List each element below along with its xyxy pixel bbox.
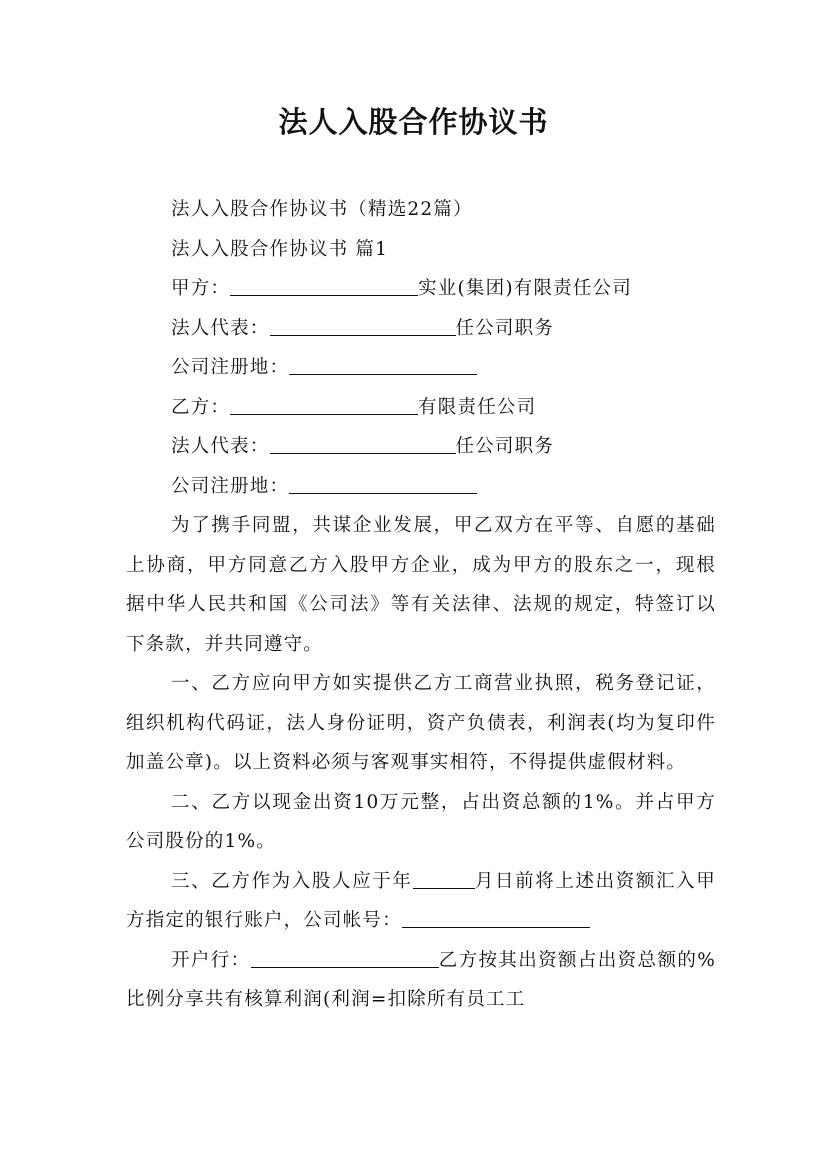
clause-4-text-b: 乙方按其出资额占出资总额的%比例分享共有核算利润(利润=扣除所有员工工 bbox=[126, 949, 716, 1010]
addr-b-label: 公司注册地： bbox=[171, 475, 290, 497]
clause-4-paragraph bbox=[126, 941, 716, 1020]
chapter-line: 法人入股合作协议书 篇1 bbox=[171, 238, 389, 260]
party-a-label: 甲方： bbox=[171, 278, 231, 299]
clause-3-paragraph bbox=[126, 862, 716, 941]
party-a-blank bbox=[230, 275, 418, 296]
rep-a-label: 法人代表： bbox=[171, 317, 270, 339]
addr-b-blank bbox=[289, 473, 477, 494]
clause-3-year-blank bbox=[413, 868, 475, 889]
rep-b-line bbox=[126, 427, 716, 467]
party-a-suffix: 实业(集团)有限责任公司 bbox=[418, 278, 632, 299]
intro-paragraph: 为了携手同盟，共谋企业发展，甲乙双方在平等、自愿的基础上协商，甲方同意乙方入股甲方企业，成为甲方的股东之一，现根据中华人民共和国《公司法》等有关法律、法规的规定，特签订以下条款，并共同遵守。 bbox=[126, 515, 716, 655]
party-a-line bbox=[126, 269, 716, 309]
clause-3-text-a: 三、乙方作为入股人应于年 bbox=[171, 870, 413, 892]
rep-b-suffix: 任公司职务 bbox=[455, 436, 555, 457]
addr-a-line bbox=[126, 348, 716, 388]
clause-4-text-a: 开户行： bbox=[171, 949, 251, 971]
document-body bbox=[126, 190, 716, 1020]
document-title: 法人入股合作协议书 bbox=[278, 105, 549, 139]
party-b-blank bbox=[230, 394, 418, 415]
clause-3-text-b: 月日前将上述出资额汇入甲方指定的银行账户，公司帐号： bbox=[126, 870, 716, 931]
rep-a-blank bbox=[270, 315, 456, 336]
addr-a-blank bbox=[289, 354, 477, 375]
rep-b-label: 法人代表： bbox=[171, 436, 270, 457]
party-b-label: 乙方： bbox=[171, 396, 231, 418]
addr-b-line bbox=[126, 467, 716, 507]
clause-2-paragraph: 二、乙方以现金出资10万元整，占出资总额的1%。并占甲方公司股份的1%。 bbox=[126, 791, 716, 852]
rep-b-blank bbox=[270, 433, 456, 454]
clause-1-paragraph: 一、乙方应向甲方如实提供乙方工商营业执照，税务登记证，组织机构代码证，法人身份证明，资产负债表，利润表(均为复印件加盖公章)。以上资料必须与客观事实相符，不得提供虚假材料。 bbox=[126, 673, 716, 773]
account-blank bbox=[402, 907, 590, 928]
rep-a-suffix: 任公司职务 bbox=[455, 317, 555, 339]
addr-a-label: 公司注册地： bbox=[171, 357, 290, 378]
party-b-line bbox=[126, 388, 716, 428]
party-b-suffix: 有限责任公司 bbox=[418, 396, 537, 418]
subtitle-line: 法人入股合作协议书（精选22篇） bbox=[171, 199, 473, 220]
bank-blank bbox=[251, 947, 439, 968]
rep-a-line bbox=[126, 309, 716, 349]
